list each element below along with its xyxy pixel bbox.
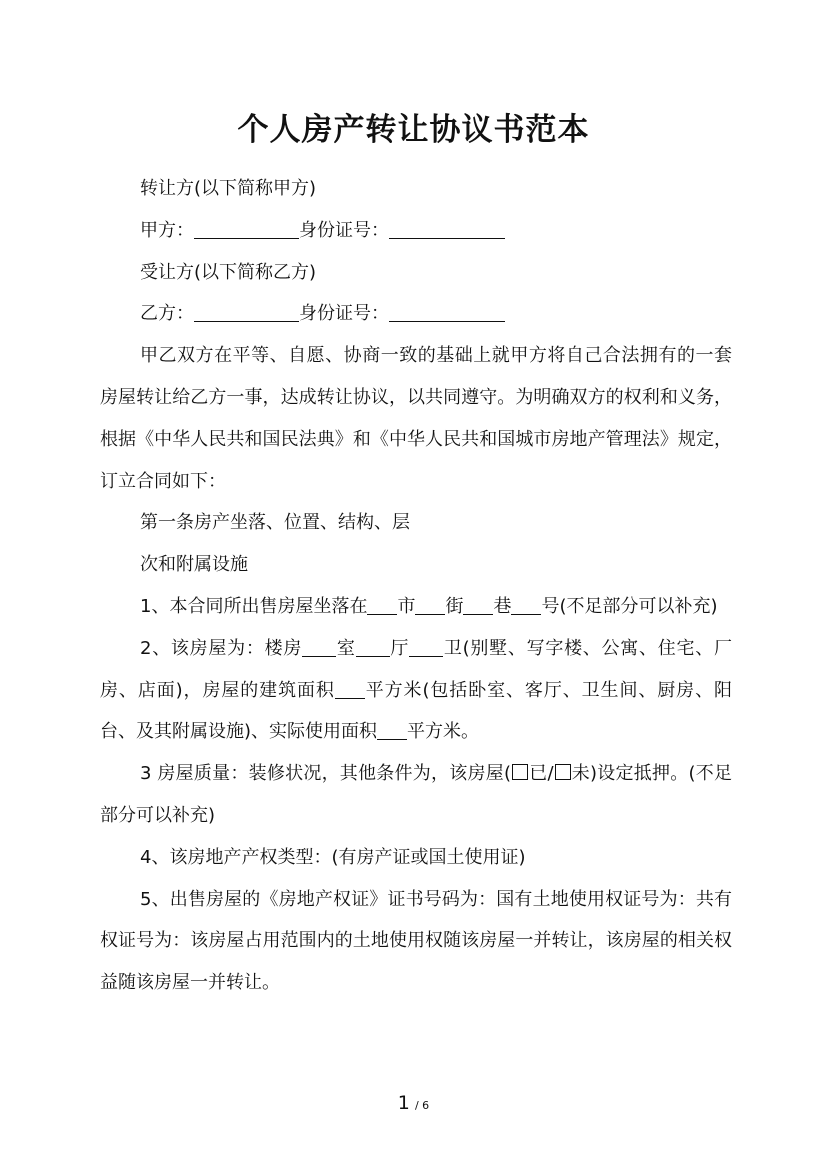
- article-1-heading-line-1: 第一条房产坐落、位置、结构、层: [140, 512, 410, 534]
- article-1-heading-line-2: 次和附属设施: [140, 554, 248, 576]
- bathroom-blank[interactable]: [409, 638, 443, 657]
- party-b-id-blank[interactable]: [389, 303, 505, 322]
- clause-1-text-e: 号(不足部分可以补充): [541, 595, 718, 617]
- document-title: 个人房产转让协议书范本: [237, 112, 590, 148]
- clause-1-paragraph: [100, 586, 732, 628]
- mortgaged-checkbox[interactable]: [512, 764, 528, 780]
- party-b-id-label: 身份证号：: [299, 303, 389, 325]
- clause-2-text-e: 平方米(包括卧室、客厅、卫生间、厨房、阳台、及其附属设施)、实际使用面积: [100, 679, 732, 743]
- clause-1-text-d: 巷: [493, 595, 512, 617]
- clause-4-paragraph: 4、该房地产产权类型：(有房产证或国土使用证): [140, 846, 526, 868]
- preamble-paragraph: 甲乙双方在平等、自愿、协商一致的基础上就甲方将自己合法拥有的一套房屋转让给乙方一事，达成转让协议，以共同遵守。为明确双方的权利和义务，根据《中华人民共和国民法典》和《中华人民共和国城市房地产管理法》规定，订立合同如下：: [100, 345, 732, 492]
- clause-2-text-d: 卫(别墅、写字楼、公寓、住宅、厂房、店面)，房屋的建筑面积: [100, 637, 733, 701]
- clause-1-text-c: 街: [445, 595, 464, 617]
- lane-blank[interactable]: [463, 596, 493, 615]
- city-blank[interactable]: [367, 596, 397, 615]
- clause-3-text-c: 未)设定抵押。(不足部分可以补充): [100, 763, 732, 826]
- transferor-heading: 转让方(以下简称甲方): [140, 178, 317, 199]
- clause-3-text-a: 3 房屋质量：装修状况，其他条件为，该房屋(: [140, 763, 511, 785]
- party-a-label: 甲方：: [140, 219, 194, 241]
- current-page-number: 1: [397, 1092, 410, 1114]
- room-blank[interactable]: [302, 638, 336, 657]
- clause-3-paragraph: [100, 753, 732, 837]
- party-b-line: [100, 293, 732, 335]
- clause-2-paragraph: [100, 628, 732, 753]
- usable-area-blank[interactable]: [377, 721, 407, 740]
- not-mortgaged-checkbox[interactable]: [555, 764, 571, 780]
- clause-2-text-f: 平方米。: [407, 721, 480, 743]
- clause-5-paragraph: 5、出售房屋的《房地产权证》证书号码为：国有土地使用权证号为：共有权证号为：该房屋占用范围内的土地使用权随该房屋一并转让，该房屋的相关权益随该房屋一并转让。: [100, 888, 732, 994]
- building-area-blank[interactable]: [335, 680, 365, 699]
- total-pages: / 6: [414, 1099, 430, 1112]
- party-a-name-blank[interactable]: [194, 220, 299, 239]
- party-b-name-blank[interactable]: [194, 303, 299, 322]
- transferee-heading: 受让方(以下简称乙方): [140, 261, 317, 283]
- clause-1-text-b: 市: [397, 595, 416, 617]
- document-body: [100, 168, 732, 1004]
- party-a-id-blank[interactable]: [389, 220, 505, 239]
- clause-2-text-b: 室: [336, 637, 356, 659]
- street-blank[interactable]: [415, 596, 445, 615]
- clause-2-text-a: 2、该房屋为：楼房: [140, 637, 303, 659]
- hall-blank[interactable]: [356, 638, 390, 657]
- number-blank[interactable]: [511, 596, 541, 615]
- clause-3-text-b: 已/: [529, 763, 554, 785]
- clause-2-text-c: 厅: [389, 637, 410, 659]
- page-number: [0, 1092, 827, 1114]
- party-b-label: 乙方：: [140, 303, 194, 325]
- party-a-id-label: 身份证号：: [299, 219, 389, 241]
- clause-1-text-a: 1、本合同所出售房屋坐落在: [140, 595, 368, 617]
- party-a-line: [100, 210, 732, 252]
